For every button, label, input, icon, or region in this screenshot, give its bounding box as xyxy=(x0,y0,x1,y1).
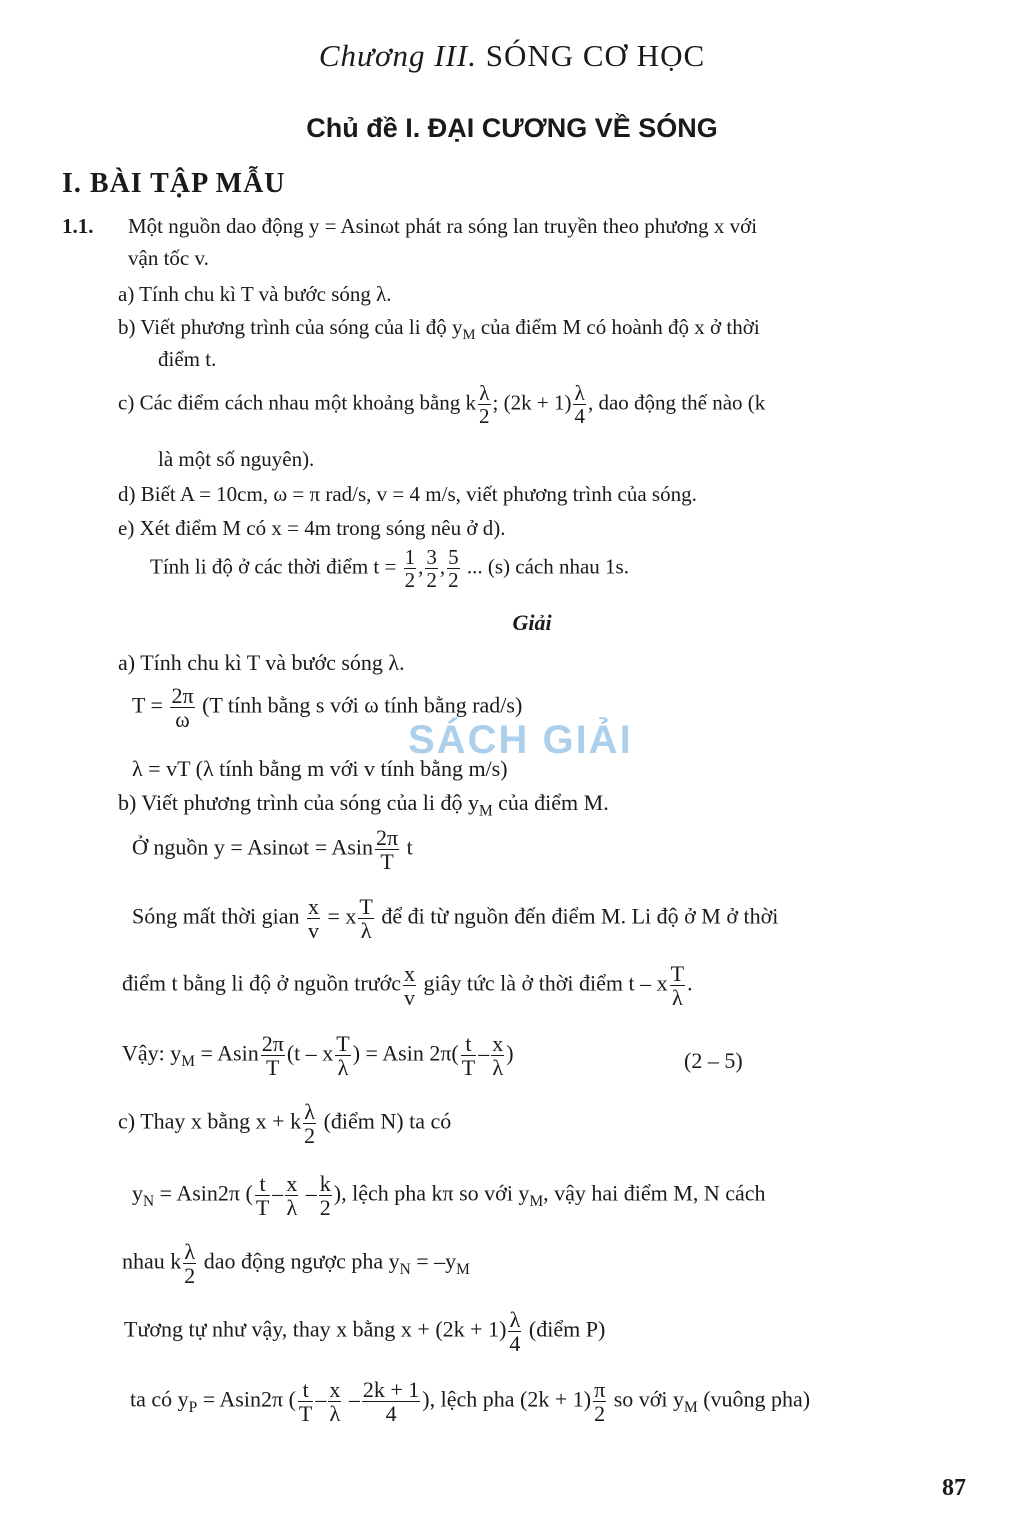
fraction-den: v xyxy=(307,918,319,944)
solution-yp-text1: ta có y xyxy=(130,1386,189,1412)
fraction-num: λ xyxy=(509,1307,521,1332)
solution-T-note: (T tính bằng s với ω tính bằng rad/s) xyxy=(202,692,523,718)
fraction-den: 2 xyxy=(594,1401,606,1427)
problem-part-b-cont: điểm t. xyxy=(158,347,217,371)
chapter-prefix: Chương III. xyxy=(318,38,477,73)
solution-nhau-text1: nhau k xyxy=(122,1248,182,1274)
problem-c-text3: , dao động thế nào (k xyxy=(587,390,766,415)
solution-a-wavelength: λ = vT (λ tính bằng m với v tính bằng m/s) xyxy=(132,756,508,781)
solution-yp-text7: (vuông pha) xyxy=(697,1386,811,1412)
section-title: I. BÀI TẬP MẪU xyxy=(62,168,286,199)
problem-c-text1: c) Các điểm cách nhau một khoảng bằng k xyxy=(118,390,477,415)
solution-c-text2: (điểm N) ta có xyxy=(323,1108,452,1134)
watermark-logo: SÁCH GIẢI xyxy=(408,718,633,762)
fraction-num: 2π xyxy=(261,1031,284,1056)
solution-time2-text3: . xyxy=(687,970,693,996)
solution-yp-equation xyxy=(130,1378,810,1425)
problem-part-e-times: Tính li độ ở các thời điểm t = $\frac{1}{2}$ , $\frac{3}{2}$ , $\frac{5}{2}$ ... (s) cách nhau 1s. xyxy=(150,545,629,593)
fraction-num: T xyxy=(336,1031,350,1056)
solution-tuong-text1: Tương tự như vậy, thay x bằng x + (2k + 1) xyxy=(124,1316,507,1342)
fraction-den: 2 xyxy=(184,1263,196,1289)
problem-b-text2: của điểm M có hoành độ x ở thời xyxy=(475,315,760,339)
fraction-T-lambda xyxy=(335,1032,350,1079)
fraction-num: 5 xyxy=(448,545,459,569)
fraction-den: T xyxy=(255,1195,270,1221)
solution-a-title: a) Tính chu kì T và bước sóng λ. xyxy=(118,650,405,675)
problem-part-b xyxy=(118,315,760,344)
fraction-num: λ xyxy=(574,381,585,405)
fraction-num: x xyxy=(286,1171,298,1196)
fraction-den: λ xyxy=(286,1195,298,1221)
fraction-den: T xyxy=(266,1055,280,1081)
solution-yp-text2: = Asin2π ( xyxy=(197,1386,296,1412)
solution-b-text1: b) Viết phương trình của sóng của li độ y xyxy=(118,790,479,815)
solution-point-p xyxy=(124,1308,605,1355)
fraction-num: x xyxy=(492,1031,504,1056)
solution-heading: Giải xyxy=(512,610,552,635)
fraction-pi-2 xyxy=(593,1378,606,1425)
fraction-lambda-4 xyxy=(508,1308,521,1355)
solution-yp-minus1: – xyxy=(315,1386,327,1412)
fraction-den: 4 xyxy=(385,1401,397,1427)
solution-c-title xyxy=(118,1100,451,1147)
solution-yn-sub2: M xyxy=(529,1193,544,1211)
problem-part-c-cont: là một số nguyên). xyxy=(158,447,315,471)
problem-b-text1: b) Viết phương trình của sóng của li độ y xyxy=(118,315,463,339)
solution-wave-equation xyxy=(122,1032,514,1079)
fraction-den: v xyxy=(404,985,415,1011)
fraction-den: λ xyxy=(360,918,372,944)
solution-travel-time xyxy=(132,895,778,942)
fraction-num: x xyxy=(329,1377,341,1402)
fraction-x-v xyxy=(307,895,320,942)
solution-time-text3: để đi từ nguồn đến điểm M. Li độ ở M ở thời xyxy=(381,903,779,929)
fraction-num: T xyxy=(359,894,373,919)
solution-T-label: T = xyxy=(132,692,163,718)
fraction-den: 2 xyxy=(426,568,437,593)
fraction-den: λ xyxy=(492,1055,504,1081)
fraction-den: T xyxy=(380,849,394,875)
fraction-num: t xyxy=(298,1378,313,1402)
solution-source-text1: Ở nguồn y = Asinωt = Asin xyxy=(132,834,373,860)
problem-part-a: a) Tính chu kì T và bước sóng λ. xyxy=(118,282,392,306)
solution-travel-time-cont xyxy=(122,962,693,1009)
solution-yn-text1: y xyxy=(132,1180,143,1206)
solution-tuong-text2: (điểm P) xyxy=(528,1316,606,1342)
fraction-num: π xyxy=(594,1377,606,1402)
fraction-num: T xyxy=(670,961,685,986)
fraction-den: 4 xyxy=(509,1331,521,1357)
solution-nhau-text2: dao động ngược pha y xyxy=(203,1248,400,1274)
fraction-den: λ xyxy=(329,1401,341,1427)
solution-vay-minus: – xyxy=(478,1040,490,1066)
solution-source-equation xyxy=(132,826,413,873)
problem-intro-line1: Một nguồn dao động y = Asinωt phát ra sóng lan truyền theo phương x với xyxy=(128,214,758,238)
fraction-den: 2 xyxy=(304,1123,316,1149)
fraction-T-lambda xyxy=(670,962,685,1009)
fraction-lambda-2 xyxy=(183,1240,196,1287)
fraction-num: k xyxy=(319,1171,331,1196)
equation-number: (2 – 5) xyxy=(684,1048,743,1073)
fraction-t-T xyxy=(461,1032,476,1079)
problem-number: 1.1. xyxy=(62,214,94,238)
solution-yp-minus2: – xyxy=(348,1386,360,1412)
chapter-name: SÓNG CƠ HỌC xyxy=(485,38,706,73)
solution-vay-text2: = Asin xyxy=(194,1040,259,1066)
solution-source-text2: t xyxy=(406,834,413,860)
fraction-num: 1 xyxy=(404,545,416,569)
solution-yp-sub2: M xyxy=(684,1399,698,1417)
solution-time-text2: = x xyxy=(327,903,357,929)
problem-c-text2: ; (2k + 1) xyxy=(492,390,572,415)
page-number: 87 xyxy=(942,1475,966,1501)
solution-c-text1: c) Thay x bằng x + k xyxy=(118,1108,302,1134)
problem-part-d: d) Biết A = 10cm, ω = π rad/s, v = 4 m/s, viết phương trình của sóng. xyxy=(118,482,697,506)
solution-yp-sub: P xyxy=(188,1399,198,1417)
fraction-num: λ xyxy=(304,1099,315,1124)
solution-antiphase xyxy=(122,1240,470,1287)
solution-nhau-sub: N xyxy=(399,1261,411,1279)
fraction-num: t xyxy=(255,1172,270,1196)
fraction-lambda-4 xyxy=(573,382,586,427)
fraction-den: T xyxy=(461,1055,476,1081)
solution-b-sub: M xyxy=(478,802,493,820)
fraction-den: λ xyxy=(672,985,683,1011)
solution-nhau-text3: = –y xyxy=(410,1248,457,1274)
fraction-x-lambda xyxy=(285,1172,298,1219)
problem-part-c xyxy=(118,382,765,427)
solution-time-text1: Sóng mất thời gian xyxy=(132,903,300,929)
problem-part-e: e) Xét điểm M có x = 4m trong sóng nêu ở d). xyxy=(118,516,506,540)
fraction-den: 2 xyxy=(479,404,490,429)
chapter-title xyxy=(0,38,1024,74)
solution-vay-text6: ) xyxy=(506,1040,514,1066)
fraction-num: 2π xyxy=(171,683,194,708)
solution-time2-text2: giây tức là ở thời điểm t – x xyxy=(423,970,668,996)
fraction-t-T xyxy=(255,1172,270,1219)
problem-intro-line2: vận tốc v. xyxy=(128,246,209,270)
solution-yn-minus1: – xyxy=(272,1180,284,1206)
fraction-x-lambda xyxy=(491,1032,504,1079)
fraction-t-T xyxy=(298,1378,313,1425)
fraction-1-2 xyxy=(404,546,417,591)
problem-e-text2: ... (s) cách nhau 1s. xyxy=(466,554,629,579)
fraction-2k1-4 xyxy=(362,1378,420,1425)
solution-b-title xyxy=(118,790,609,820)
fraction-x-lambda xyxy=(328,1378,341,1425)
solution-yn-text5: ), lệch pha kπ so với y xyxy=(333,1180,530,1206)
fraction-lambda-2 xyxy=(303,1100,316,1147)
problem-e-text1: Tính li độ ở các thời điểm t = xyxy=(150,554,397,579)
fraction-k-2 xyxy=(319,1172,332,1219)
fraction-num: t xyxy=(461,1032,476,1056)
solution-yn-text6: , vậy hai điểm M, N cách xyxy=(543,1180,766,1206)
solution-vay-text4: ) = Asin 2π( xyxy=(352,1040,459,1066)
solution-yn-equation xyxy=(132,1172,766,1219)
solution-nhau-sub2: M xyxy=(456,1261,470,1279)
fraction-den: 4 xyxy=(574,404,585,429)
fraction-num: λ xyxy=(479,381,490,405)
fraction-num: λ xyxy=(184,1239,196,1264)
fraction-num: 3 xyxy=(426,545,437,569)
fraction-num: 2π xyxy=(376,825,399,850)
fraction-5-2 xyxy=(447,546,460,591)
solution-vay-sub: M xyxy=(181,1053,195,1071)
fraction-den: 2 xyxy=(448,568,459,593)
fraction-3-2 xyxy=(425,546,438,591)
fraction-den: 2 xyxy=(404,568,416,593)
topic-title: Chủ đề I. ĐẠI CƯƠNG VỀ SÓNG xyxy=(306,113,718,143)
fraction-2pi-T xyxy=(261,1032,285,1079)
problem-b-sub: M xyxy=(462,327,476,344)
fraction-den: λ xyxy=(337,1055,349,1081)
solution-time2-text1: điểm t bằng li độ ở nguồn trước xyxy=(122,970,401,996)
fraction-num: x xyxy=(404,961,415,986)
solution-yn-text2: = Asin2π ( xyxy=(154,1180,253,1206)
fraction-den: T xyxy=(298,1401,313,1427)
solution-vay-text1: Vậy: y xyxy=(122,1040,182,1066)
fraction-num: x xyxy=(307,894,319,919)
solution-yn-sub: N xyxy=(143,1193,155,1211)
fraction-2pi-omega xyxy=(170,684,194,731)
fraction-x-v xyxy=(403,962,416,1009)
solution-yp-text6: so với y xyxy=(613,1386,685,1412)
fraction-den: ω xyxy=(175,707,190,733)
fraction-den: 2 xyxy=(319,1195,331,1221)
solution-yp-text5: ), lệch pha (2k + 1) xyxy=(422,1386,592,1412)
solution-yn-minus2: – xyxy=(305,1180,317,1206)
fraction-T-lambda xyxy=(358,895,373,942)
fraction-2pi-T xyxy=(375,826,399,873)
fraction-num: 2k + 1 xyxy=(362,1377,420,1402)
solution-b-text2: của điểm M. xyxy=(492,790,609,815)
solution-vay-text3: (t – x xyxy=(286,1040,334,1066)
fraction-lambda-2 xyxy=(478,382,491,427)
